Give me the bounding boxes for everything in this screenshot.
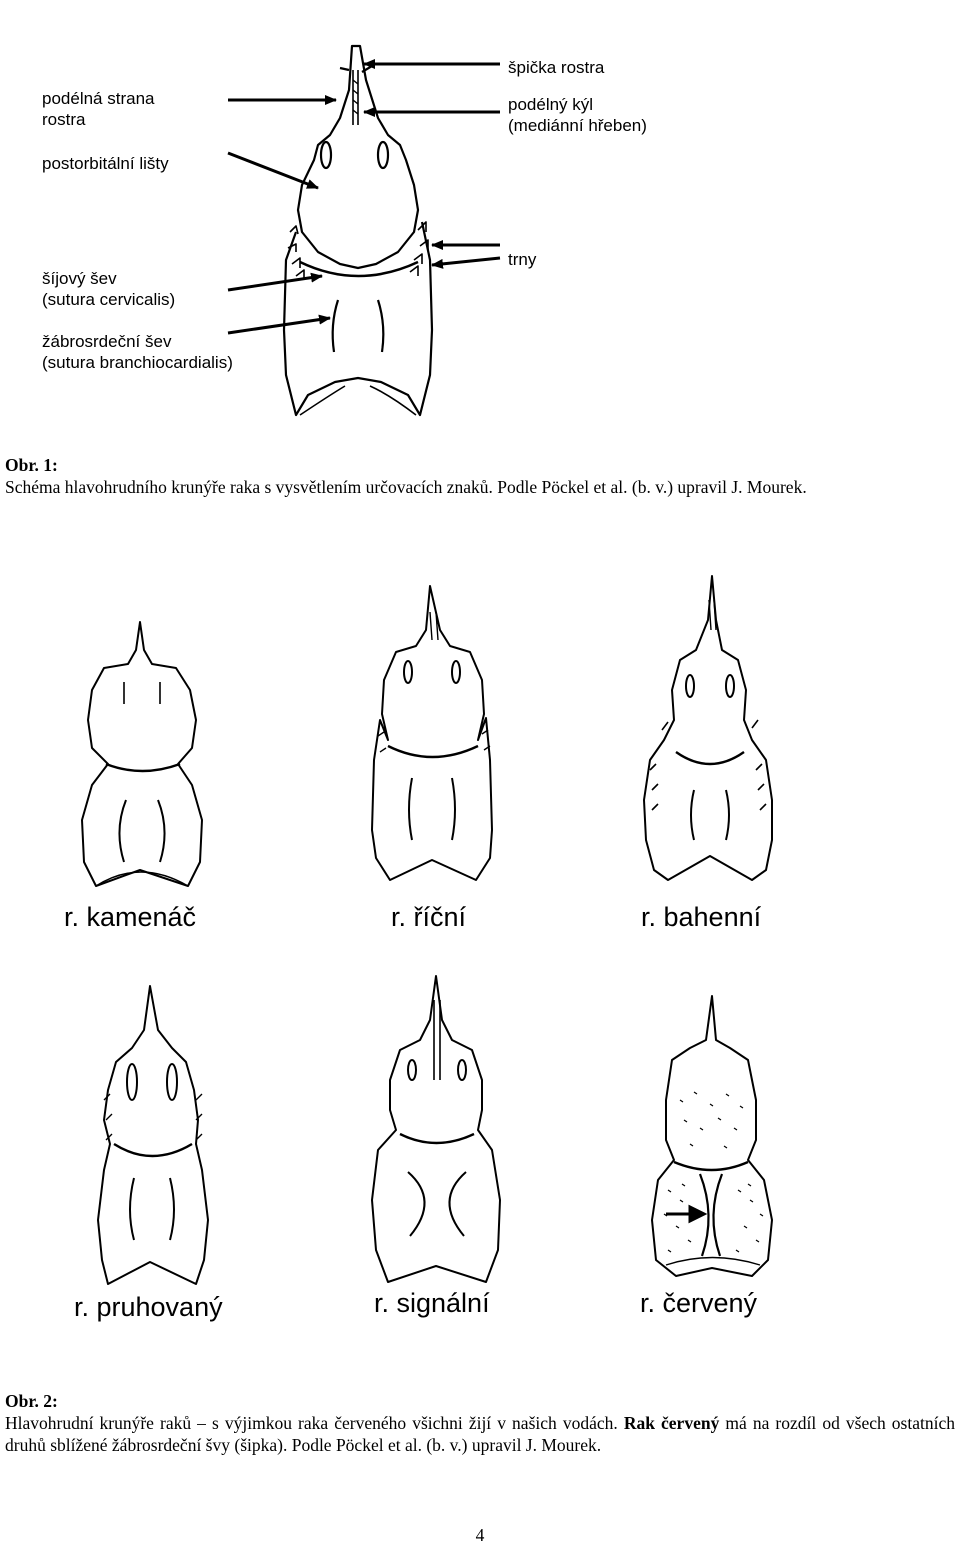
label-postorbitalni: postorbitální lišty <box>42 154 169 173</box>
species-label-bahenni: r. bahenní <box>641 902 762 932</box>
species-label-cerveny: r. červený <box>640 1288 758 1318</box>
figure1-caption-title: Obr. 1: <box>5 455 58 475</box>
page-number: 4 <box>475 1525 485 1545</box>
label-zabro: žábrosrdeční šev (sutura branchiocardialis) <box>42 332 233 372</box>
figure2-caption-text: Hlavohrudní krunýře raků – s výjimkou raka červeného všichni žijí v našich vodách. Rak červený má na rozdíl od všech ostatních druhů sblížené žábrosrdeční švy (šipka). Podle Pöckel et al. (b. v.) upravil J. Mourek. <box>5 1413 955 1455</box>
label-strana: podélná strana rostra <box>42 89 155 129</box>
label-kyl: podélný kýl (mediánní hřeben) <box>508 95 647 135</box>
label-sijovy: šíjový šev (sutura cervicalis) <box>42 269 176 309</box>
figure2-caption-title: Obr. 2: <box>5 1391 58 1411</box>
species-label-ricni: r. říční <box>391 902 467 932</box>
species-label-kamenac: r. kamenáč <box>64 902 197 932</box>
species-label-pruhovany: r. pruhovaný <box>74 1292 223 1322</box>
carapace-kamenac <box>82 622 202 886</box>
carapace-signalni <box>372 976 500 1282</box>
cerveny-suture-arrow <box>666 1207 704 1221</box>
figure1-caption-text: Schéma hlavohrudního krunýře raka s vysvětlením určovacích znaků. Podle Pöckel et al. (b. v.) upravil J. Mourek. <box>5 477 807 497</box>
label-trny: trny <box>508 250 537 269</box>
carapace-ricni <box>372 586 492 880</box>
species-label-signalni: r. signální <box>374 1288 490 1318</box>
label-spicka: špička rostra <box>508 58 605 77</box>
carapace-cerveny <box>652 996 772 1276</box>
figure2-caption <box>5 1390 955 1456</box>
carapace-bahenni <box>644 576 772 880</box>
carapace-pruhovany <box>98 986 208 1284</box>
